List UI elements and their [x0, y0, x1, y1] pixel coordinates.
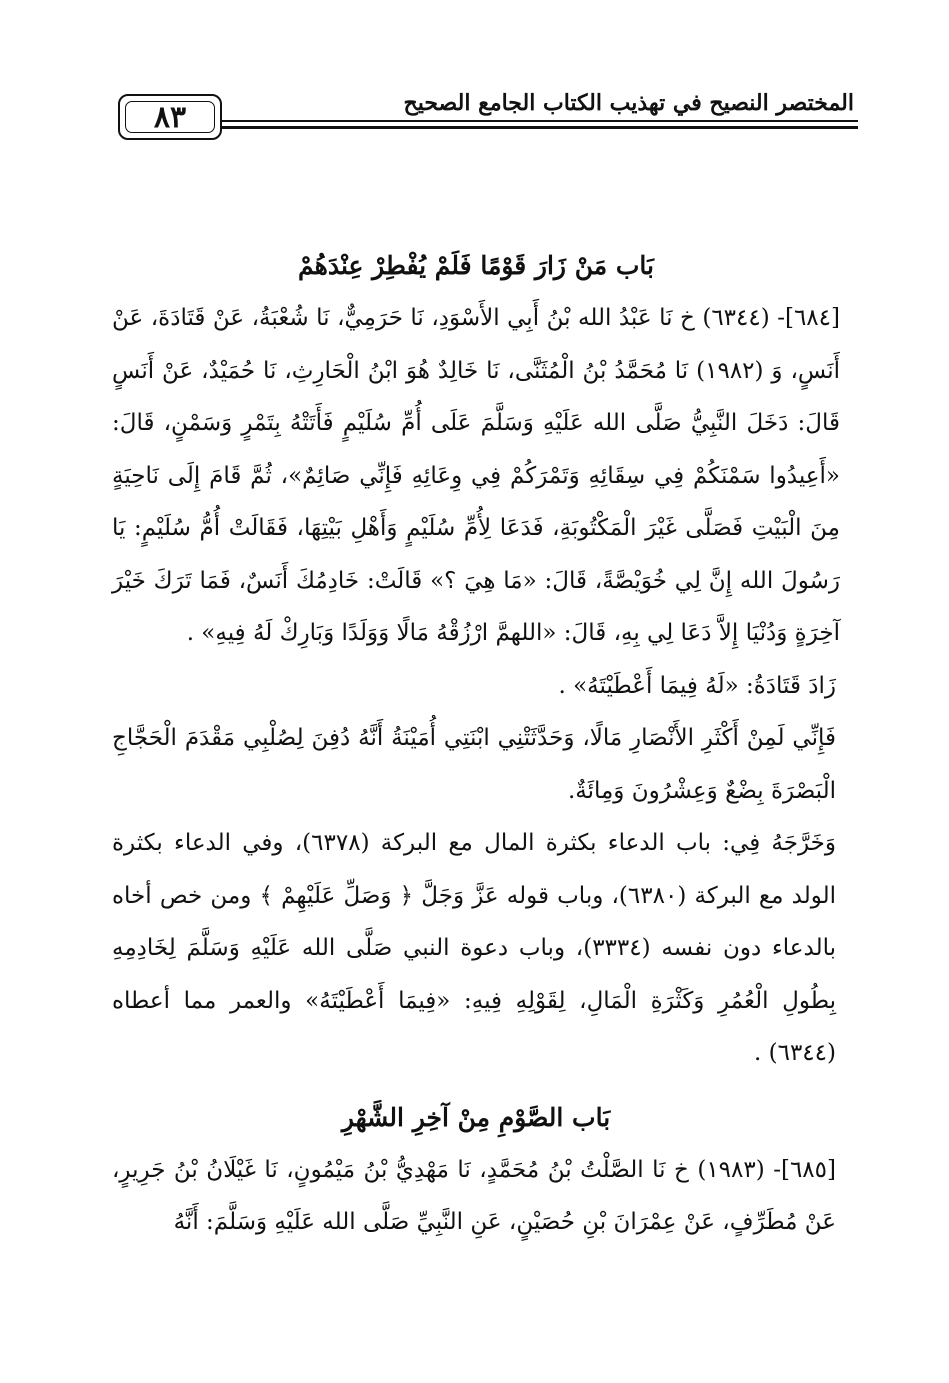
- header-rule-thick: [222, 126, 858, 129]
- addition-text: زَادَ قَتَادَةُ: «لَهُ فِيمَا أَعْطَيْتَهُ» .: [558, 672, 836, 699]
- page-body: [112, 240, 840, 1249]
- page-number: ٨٣: [153, 99, 187, 135]
- page-header: [118, 90, 858, 150]
- page-number-box: [118, 94, 222, 140]
- takhrij-text: وَخَرَّجَهُ فِي: باب الدعاء بكثرة المال مع البركة (٦٣٧٨)، وفي الدعاء بكثرة الولد مع البركة (٦٣٨٠)، وباب قوله عَزَّ وَجَلَّ ﴿ وَصَلِّ عَلَيْهِمْ ﴾ ومن خص أخاه بالدعاء دون نفسه (٣٣٣٤)، وباب دعوة النبي صَلَّى الله عَلَيْهِ وَسَلَّمَ لِخَادِمِهِ بِطُولِ الْعُمُرِ وَكَثْرَةِ الْمَالِ، لِقَوْلِهِ فِيهِ: «فِيمَا أَعْطَيْتَهُ» والعمر مما أعطاه (٦٣٤٤) .: [112, 830, 836, 1066]
- chapter-heading-2: بَاب الصَّوْمِ مِنْ آخِرِ الشَّهْرِ: [341, 1102, 611, 1132]
- chapter-heading: بَاب مَنْ زَارَ قَوْمًا فَلَمْ يُفْطِرْ عِنْدَهُمْ: [298, 251, 654, 280]
- continuation-text: فَإِنِّي لَمِنْ أَكْثَرِ الأَنْصَارِ مَالًا، وَحَدَّثَتْنِي ابْنَتِي أُمَيْنَةُ أَنَّهُ دُفِنَ لِصُلْبِي مَقْدَمَ الْحَجَّاجِ الْبَصْرَةَ بِضْعٌ وَعِشْرُونَ وَمِائَةٌ.: [112, 725, 836, 804]
- header-rule-thin: [222, 120, 858, 122]
- hadith-text: [٦٨٤]- (٦٣٤٤) خ نَا عَبْدُ الله بْنُ أَبِي الأَسْوَدِ، نَا حَرَمِيٌّ، نَا شُعْبَةُ، عَنْ قَتَادَةَ، عَنْ أَنَسٍ، وَ (١٩٨٢) نَا مُحَمَّدُ بْنُ الْمُثَنَّى، نَا خَالِدٌ هُوَ ابْنُ الْحَارِثِ، نَا حُمَيْدٌ، عَنْ أَنَسٍ قَالَ: دَخَلَ النَّبِيُّ صَلَّى الله عَلَيْهِ وَسَلَّمَ عَلَى أُمِّ سُلَيْمٍ فَأَتَتْهُ بِتَمْرٍ وَسَمْنٍ، قَالَ: «أَعِيدُوا سَمْنَكُمْ فِي سِقَائِهِ وَتَمْرَكُمْ فِي وِعَائِهِ فَإِنِّي صَائِمٌ»، ثُمَّ قَامَ إِلَى نَاحِيَةٍ مِنَ الْبَيْتِ فَصَلَّى غَيْرَ الْمَكْتُوبَةِ، فَدَعَا لِأُمِّ سُلَيْمٍ وَأَهْلِ بَيْتِهَا، فَقَالَتْ أُمُّ سُلَيْمٍ: يَا رَسُولَ الله إِنَّ لِي خُوَيْصَّةً، قَالَ: «مَا هِيَ ؟» قَالَتْ: خَادِمُكَ أَنَسٌ، فَمَا تَرَكَ خَيْرَ آخِرَةٍ وَدُنْيَا إِلاَّ دَعَا لِي بِهِ، قَالَ: «اللهمَّ ارْزُقْهُ مَالًا وَوَلَدًا وَبَارِكْ لَهُ فِيهِ» .: [112, 305, 840, 646]
- hadith-text-2: [٦٨٥]- (١٩٨٣) خ نَا الصَّلْتُ بْنُ مُحَمَّدٍ، نَا مَهْدِيُّ بْنُ مَيْمُونٍ، نَا غَيْلَانُ بْنُ جَرِيرٍ، عَنْ مُطَرِّفٍ، عَنْ عِمْرَانَ بْنِ حُصَيْنٍ، عَنِ النَّبِيِّ صَلَّى الله عَلَيْهِ وَسَلَّمَ: أَنَّهُ: [112, 1156, 836, 1235]
- running-title: المختصر النصيح في تهذيب الكتاب الجامع الصحيح: [403, 90, 854, 116]
